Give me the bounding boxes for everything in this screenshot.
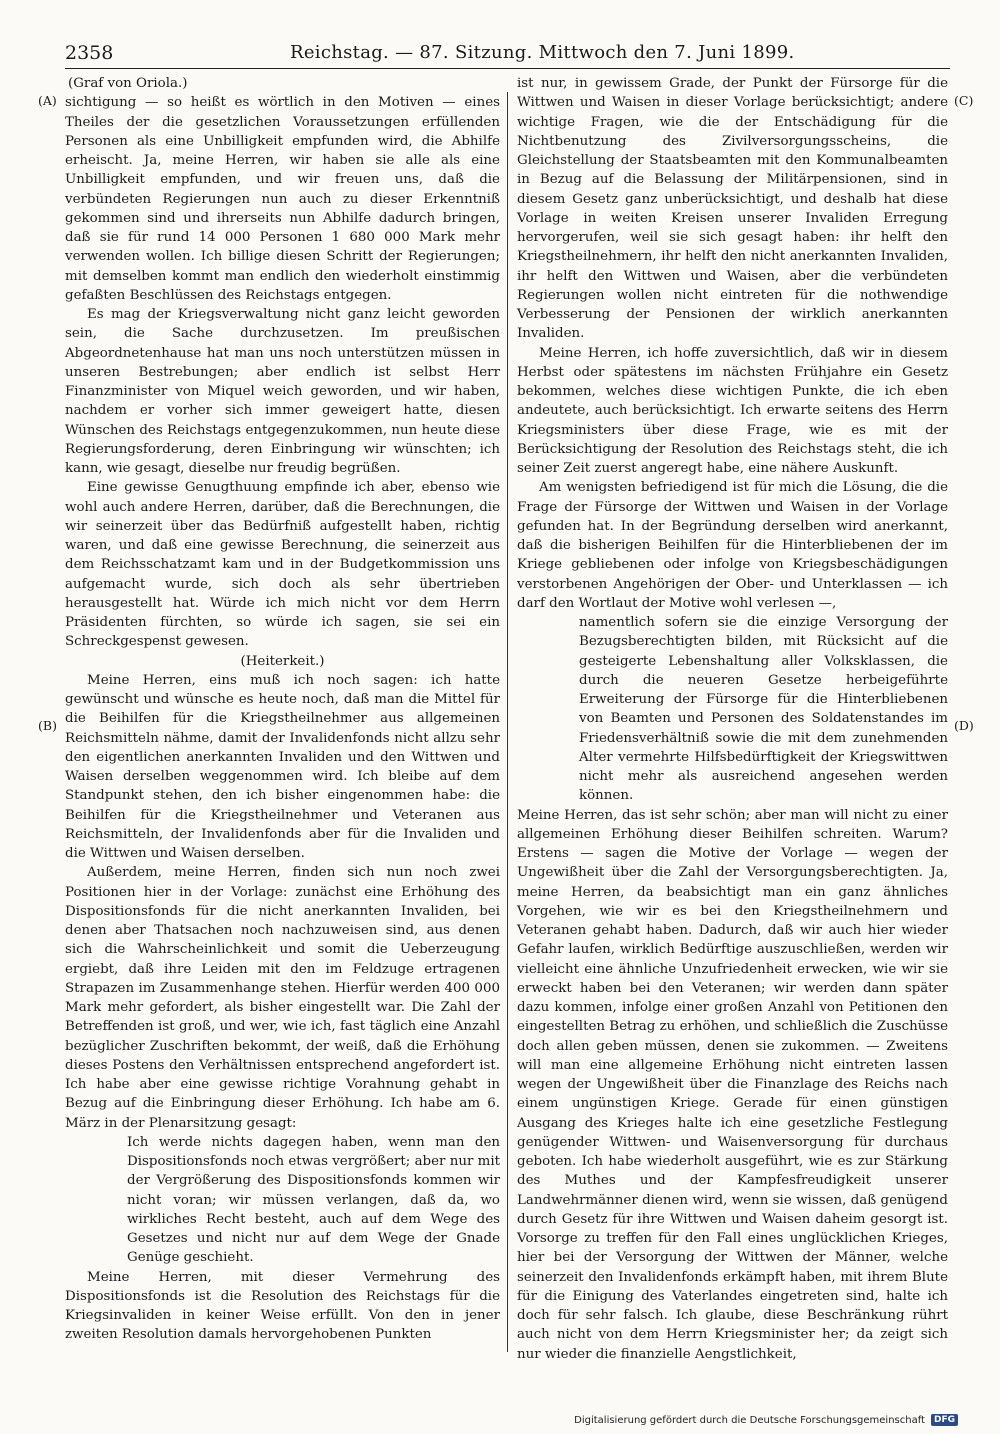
margin-marker-b: (B) [38,718,57,733]
running-title: Reichstag. — 87. Sitzung. Mittwoch den 7. Juni 1899. [290,42,795,63]
page-header [65,42,955,66]
header-rule [65,68,950,69]
paragraph: Meine Herren, eins muß ich noch sagen: ich hatte gewünscht und wünsche es heute noch, daß man die Mittel für die Beihilfen für die Kriegstheilnehmer aus allgemeinen Reichsmitteln nähme, damit der Invalidenfonds nicht allzu sehr den eigentlichen anerkannten Invaliden und den Wittwen und Waisen derselben weggenommen wird. Ich bleibe auf dem Standpunkt stehen, den ich bisher eingenommen habe: die Beihilfen für die Kriegstheilnehmer und Veteranen aus Reichsmitteln, der Invalidenfonds aber für die Invaliden und die Wittwen und Waisen derselben. [65,672,500,861]
margin-marker-a: (A) [38,93,57,108]
paragraph: Meine Herren, das ist sehr schön; aber man will nicht zu einer allgemeinen Erhöhung dieser Beihilfen schreiten. Warum? Erstens — sagen die Motive der Vorlage — wegen der Ungewißheit über die Zahl der Versorgungsberechtigten. Ja, meine Herren, da beabsichtigt man ein ganz ähnliches Vorgehen, wie wir es bei den Kriegstheilnehmern und Veteranen gehabt haben. Dadurch, daß wir auch hier wieder Gefahr laufen, wirklich Bedürftige auszuschließen, werden wir vielleicht eine ähnliche Unzufriedenheit erwecken, wie wir sie erweckt haben bei den Veteranen; wir werden dann später dazu kommen, infolge einer großen Anzahl von Petitionen den eingestellten Betrag zu erhöhen, und schließlich die Zuschüsse doch allen geben müssen, denen sie zukommen. — Zweitens will man eine allgemeine Erhöhung nicht eintreten lassen wegen der Ungewißheit über die Finanzlage des Reichs nach einem ungünstigen Kriege. Gerade für einen günstigen Ausgang des Krieges halte ich eine gesetzliche Festlegung genügender Wittwen- und Waisenversorgung für durchaus geboten. Ich habe wiederholt ausgeführt, wie es zur Stärkung des Muthes und der Kampfesfreudigkeit unserer Landwehrmänner dienen wird, wenn sie wissen, daß genügend durch Gesetz für ihre Wittwen und Waisen daheim gesorgt ist. Vorsorge zu treffen für den Fall eines unglücklichen Krieges, hier bei der Versorgung der Wittwen der Männer, welche seinerzeit den Invalidenfonds erkämpft haben, mit ihrem Blute für die Einigung des Vaterlandes eingetreten sind, halte ich doch für sehr falsch. Ich glaube, diese Beschränkung rührt auch nicht von dem Herrn Kriegsminister her; da zeigt sich nur wieder die finanzielle Aengstlichkeit, [517,807,948,1362]
paragraph: Am wenigsten befriedigend ist für mich die Lösung, die die Frage der Fürsorge der Wittwen und Waisen in der Vorlage gefunden hat. In der Begründung derselben wird anerkannt, daß die bisherigen Beihilfen für die Hinterbliebenen der im Kriege gebliebenen oder infolge von Kriegsbeschädigungen verstorbenen Angehörigen der Ober- und Unterklassen — ich darf den Wortlaut der Motive wohl verlesen —, [517,480,948,611]
margin-marker-d: (D) [954,718,974,733]
paragraph: sichtigung — so heißt es wörtlich in den Motiven — eines Theiles der die gesetzlichen Voraussetzungen erfüllenden Personen als eine Unbilligkeit empfunden wird, die Abhilfe erheischt. Ja, meine Herren, wir haben sie alle als eine Unbilligkeit empfunden, und wir freuen uns, daß die verbündeten Regierungen nun auch zu dieser Erkenntniß gekommen sind und ihrerseits nun Abhilfe dadurch bringen, daß sie für rund 14 000 Personen 1 680 000 Mark mehr verwenden wollen. Ich billige diesen Schritt der Regierungen; mit demselben kommt man endlich den wiederholt einstimmig gefaßten Beschlüssen des Reichstags entgegen. [65,95,500,303]
block-quote: Ich werde nichts dagegen haben, wenn man den Dispositionsfonds noch etwas vergrößert; aber nur mit der Vergrößerung des Dispositionsfonds kommen wir nicht voran; wir müssen verlangen, daß da, wo wirkliches Recht besteht, auch auf dem Wege des Gesetzes und nicht nur auf dem Wege der Gnade Genüge geschieht. [127,1134,500,1266]
footer-credit: Digitalisierung gefördert durch die Deutsche Forschungsgemeinschaft [574,1414,925,1426]
page-number: 2358 [65,42,114,64]
right-column [517,74,948,1364]
margin-marker-c: (C) [954,93,974,108]
paragraph: Eine gewisse Genugthuung empfinde ich aber, ebenso wie wohl auch andere Herren, darüber, daß die Berechnungen, die wir seinerzeit über das Bedürfniß aufgestellt haben, richtig waren, und daß eine gewisse Berechnung, die seinerzeit aus dem Reichsschatzamt kam und in der Budgetkommission uns aufgemacht wurde, sich doch als sehr übertrieben herausgestellt hat. Würde ich mich nicht vor dem Herrn Präsidenten fürchten, so würde ich sagen, sie sei ein Schreckgespenst gewesen. [65,480,500,650]
column-divider [507,92,508,1352]
paragraph: Es mag der Kriegsverwaltung nicht ganz leicht geworden sein, die Sache durchzusetzen. Im preußischen Abgeordnetenhause hat man uns noch unterstützen müssen in unseren Bestrebungen; aber endlich ist selbst Herr Finanzminister von Miquel weich geworden, und wir haben, nachdem er vorher sich immer geweigert hatte, diesen Wünschen des Reichstags entgegenzukommen, nun heute diese Regierungsforderung, deren Einbringung wir wünschten; ich kann, wie gesagt, dieselbe nur freudig begrüßen. [65,307,500,476]
paragraph: Meine Herren, mit dieser Vermehrung des Dispositionsfonds ist die Resolution des Reichstags für die Kriegsinvaliden in keiner Weise erfüllt. Von den in jener zweiten Resolution damals hervorgehobenen Punkten [65,1269,500,1343]
dfg-logo-icon: DFG [931,1414,958,1426]
left-column [65,74,500,1345]
speaker-attribution: (Graf von Oriola.) [68,76,188,91]
paragraph: Außerdem, meine Herren, finden sich nun noch zwei Positionen hier in der Vorlage: zunächst eine Erhöhung des Dispositionsfonds für die nicht anerkannten Invaliden, bei denen aber Thatsachen noch nachzuweisen sind, aus denen sich die Wahrscheinlichkeit und somit die Ueberzeugung ergiebt, daß ihre Leiden mit den im Feldzuge ertragenen Strapazen im Zusammenhange stehen. Hierfür werden 400 000 Mark mehr gefordert, als bisher eingestellt war. Die Zahl der Betreffenden ist groß, und wer, wie ich, fast täglich eine Anzahl bezüglicher Zuschriften bekommt, der weiß, daß die Erhöhung dieses Postens den Verhältnissen entsprechend angefordert ist. Ich habe aber eine gewisse richtige Vorahnung gehabt in Bezug auf die Einbringung dieser Erhöhung. Ich habe am 6. März in der Plenarsitzung gesagt: [65,865,500,1131]
paragraph: ist nur, in gewissem Grade, der Punkt der Fürsorge für die Wittwen und Waisen in dieser Vorlage berücksichtigt; andere wichtige Fragen, wie die der Entschädigung für die Nichtbenutzung des Zivilversorgungsscheins, die Gleichstellung der Staatsbeamten mit den Kommunalbeamten in Bezug auf die Belassung der Militärpensionen, sind in diesem Gesetz ganz unberücksichtigt, und deshalb hat diese Vorlage in weiten Kreisen unserer Invaliden Erregung hervorgerufen, weil sie sich gesagt haben: ihr helft den Kriegstheilnehmern, ihr helft den nicht anerkannten Invaliden, ihr helft den Wittwen und Waisen, aber die verbündeten Regierungen wollen nicht eintreten für die nothwendige Verbesserung der Pensionen der wirklich anerkannten Invaliden. [517,76,948,342]
paragraph: Meine Herren, ich hoffe zuversichtlich, daß wir in diesem Herbst oder spätestens im nächsten Frühjahre ein Gesetz bekommen, welches diese wichtigen Punkte, die ich eben andeutete, auch berücksichtigt. Ich erwarte seitens des Herrn Kriegsministers über diese Frage, wie es mit der Berücksichtigung der Resolution des Reichstags steht, die ich seiner Zeit zuerst angeregt habe, eine nähere Auskunft. [517,345,948,476]
footer [574,1414,958,1426]
stage-direction: (Heiterkeit.) [240,653,325,669]
block-quote: namentlich sofern sie die einzige Versorgung der Bezugsberechtigten bilden, mit Rücksicht auf die gesteigerte Lebenshaltung aller Volksklassen, die durch die neueren Gesetze herbeigeführte Erweiterung der Fürsorge für die Hinterbliebenen von Beamten und Personen des Soldatenstandes im Friedensverhältniß sowie die mit dem zunehmenden Alter vermehrte Hilfsbedürftigkeit der Kriegswittwen nicht mehr als ausreichend angesehen werden können. [579,615,948,804]
